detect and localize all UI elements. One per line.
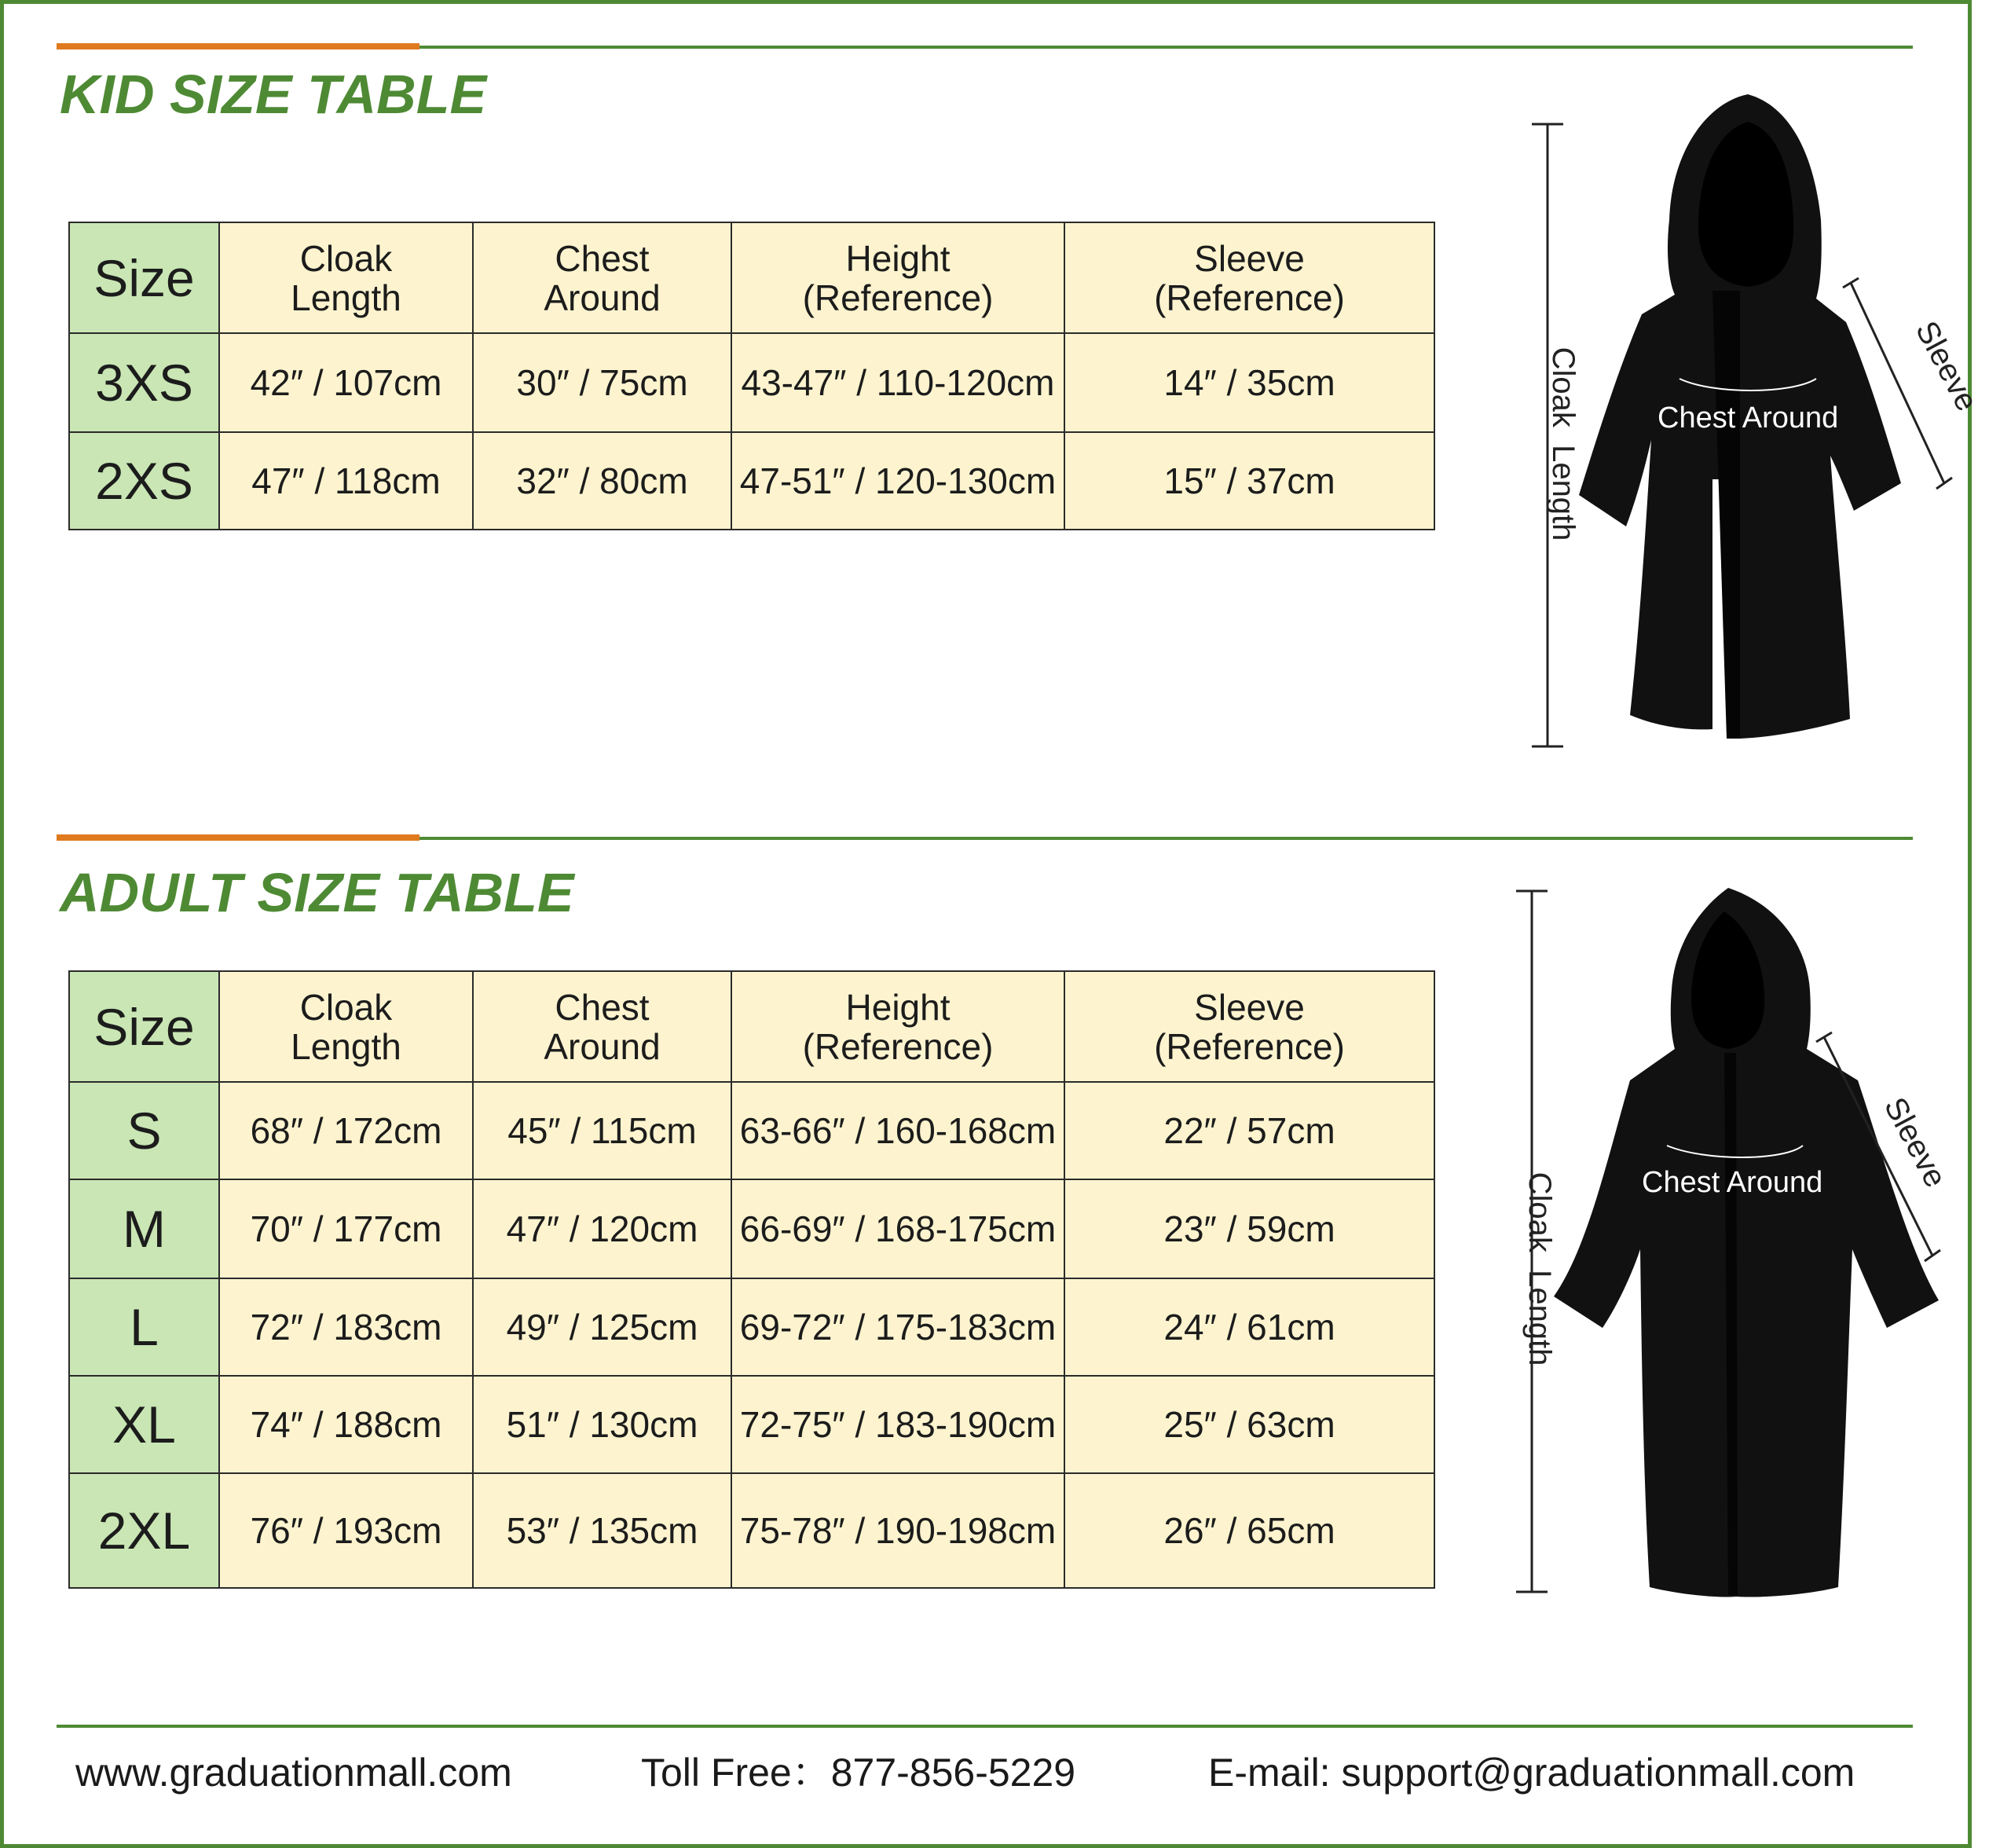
kid-size-table: [68, 222, 1435, 530]
cloak-length-cell: 76″ / 193cm: [219, 1473, 473, 1588]
adult-header-sleeve: [1064, 971, 1434, 1082]
cloak-length-cell: 42″ / 107cm: [219, 333, 473, 432]
kid-chest-around-label: Chest Around: [1658, 402, 1839, 434]
adult-header-sleeve-text: Sleeve (Reference): [1154, 986, 1345, 1067]
adult-cloak-length-label: Cloak Length: [1522, 1172, 1557, 1366]
cloak-length-cell: 72″ / 183cm: [219, 1278, 473, 1376]
kid-header-chest-around: [473, 222, 731, 333]
footer-email-link[interactable]: E-mail: support@graduationmall.com: [1208, 1751, 1855, 1795]
size-cell: L: [69, 1278, 219, 1376]
adult-header-chest-around-text: Chest Around: [544, 986, 661, 1067]
kid-header-row: [69, 222, 1434, 333]
adult-header-chest-around: [473, 971, 731, 1082]
size-cell: M: [69, 1179, 219, 1278]
adult-header-size: Size: [69, 971, 219, 1082]
kid-header-sleeve: [1064, 222, 1434, 333]
sleeve-cell: 15″ / 37cm: [1064, 432, 1434, 530]
adult-cloak-diagram: [1461, 880, 1964, 1603]
height-cell: 72-75″ / 183-190cm: [731, 1376, 1064, 1473]
chest-around-cell: 30″ / 75cm: [473, 333, 731, 432]
size-cell: 2XS: [69, 432, 219, 530]
height-cell: 66-69″ / 168-175cm: [731, 1179, 1064, 1278]
cloak-length-cell: 68″ / 172cm: [219, 1082, 473, 1179]
table-row: [69, 1082, 1434, 1179]
kid-header-cloak-length-text: Cloak Length: [291, 237, 401, 318]
chest-around-cell: 47″ / 120cm: [473, 1179, 731, 1278]
adult-chest-around-label: Chest Around: [1642, 1166, 1823, 1199]
cloak-length-cell: 74″ / 188cm: [219, 1376, 473, 1473]
kid-section-accent-bar: [57, 43, 419, 50]
height-cell: 69-72″ / 175-183cm: [731, 1278, 1064, 1376]
table-row: [69, 1278, 1434, 1376]
kid-section-title: KID SIZE TABLE: [60, 64, 487, 125]
sleeve-cell: 26″ / 65cm: [1064, 1473, 1434, 1588]
chest-around-cell: 51″ / 130cm: [473, 1376, 731, 1473]
kid-header-cloak-length: [219, 222, 473, 333]
adult-header-height-text: Height (Reference): [802, 986, 994, 1067]
chest-around-cell: 32″ / 80cm: [473, 432, 731, 530]
cloak-length-cell: 47″ / 118cm: [219, 432, 473, 530]
adult-header-height: [731, 971, 1064, 1082]
table-row: [69, 1473, 1434, 1588]
size-cell: S: [69, 1082, 219, 1179]
kid-cloak-length-label: Cloak Length: [1546, 346, 1581, 541]
chest-around-cell: 49″ / 125cm: [473, 1278, 731, 1376]
sleeve-cell: 22″ / 57cm: [1064, 1082, 1434, 1179]
kid-header-chest-around-text: Chest Around: [544, 237, 661, 318]
height-cell: 43-47″ / 110-120cm: [731, 333, 1064, 432]
adult-sleeve-label: Sleeve: [1877, 1091, 1954, 1194]
kid-sleeve-label: Sleeve: [1908, 315, 1985, 417]
sleeve-cell: 24″ / 61cm: [1064, 1278, 1434, 1376]
footer-website-link[interactable]: www.graduationmall.com: [75, 1751, 512, 1795]
footer-toll-free: Toll Free：877-856-5229: [641, 1751, 1076, 1795]
kid-cloak-diagram: [1477, 86, 1985, 762]
kid-header-height-text: Height (Reference): [802, 237, 994, 318]
footer-rule: [57, 1725, 1913, 1728]
cloak-length-cell: 70″ / 177cm: [219, 1179, 473, 1278]
sleeve-cell: 14″ / 35cm: [1064, 333, 1434, 432]
size-cell: 3XS: [69, 333, 219, 432]
adult-cloak-image: [1554, 888, 1939, 1597]
height-cell: 75-78″ / 190-198cm: [731, 1473, 1064, 1588]
adult-size-table: [68, 970, 1435, 1589]
adult-header-row: [69, 971, 1434, 1082]
height-cell: 63-66″ / 160-168cm: [731, 1082, 1064, 1179]
sleeve-cell: 25″ / 63cm: [1064, 1376, 1434, 1473]
height-cell: 47-51″ / 120-130cm: [731, 432, 1064, 530]
table-row: [69, 1376, 1434, 1473]
kid-header-sleeve-text: Sleeve (Reference): [1154, 237, 1345, 318]
table-row: [69, 333, 1434, 432]
chest-around-cell: 53″ / 135cm: [473, 1473, 731, 1588]
kid-header-height: [731, 222, 1064, 333]
sleeve-cell: 23″ / 59cm: [1064, 1179, 1434, 1278]
size-cell: 2XL: [69, 1473, 219, 1588]
size-cell: XL: [69, 1376, 219, 1473]
adult-section-accent-bar: [57, 834, 419, 841]
table-row: [69, 1179, 1434, 1278]
table-row: [69, 432, 1434, 530]
adult-header-cloak-length: [219, 971, 473, 1082]
adult-header-cloak-length-text: Cloak Length: [291, 986, 401, 1067]
kid-header-size: Size: [69, 222, 219, 333]
adult-section-title: ADULT SIZE TABLE: [60, 862, 574, 923]
chest-around-cell: 45″ / 115cm: [473, 1082, 731, 1179]
